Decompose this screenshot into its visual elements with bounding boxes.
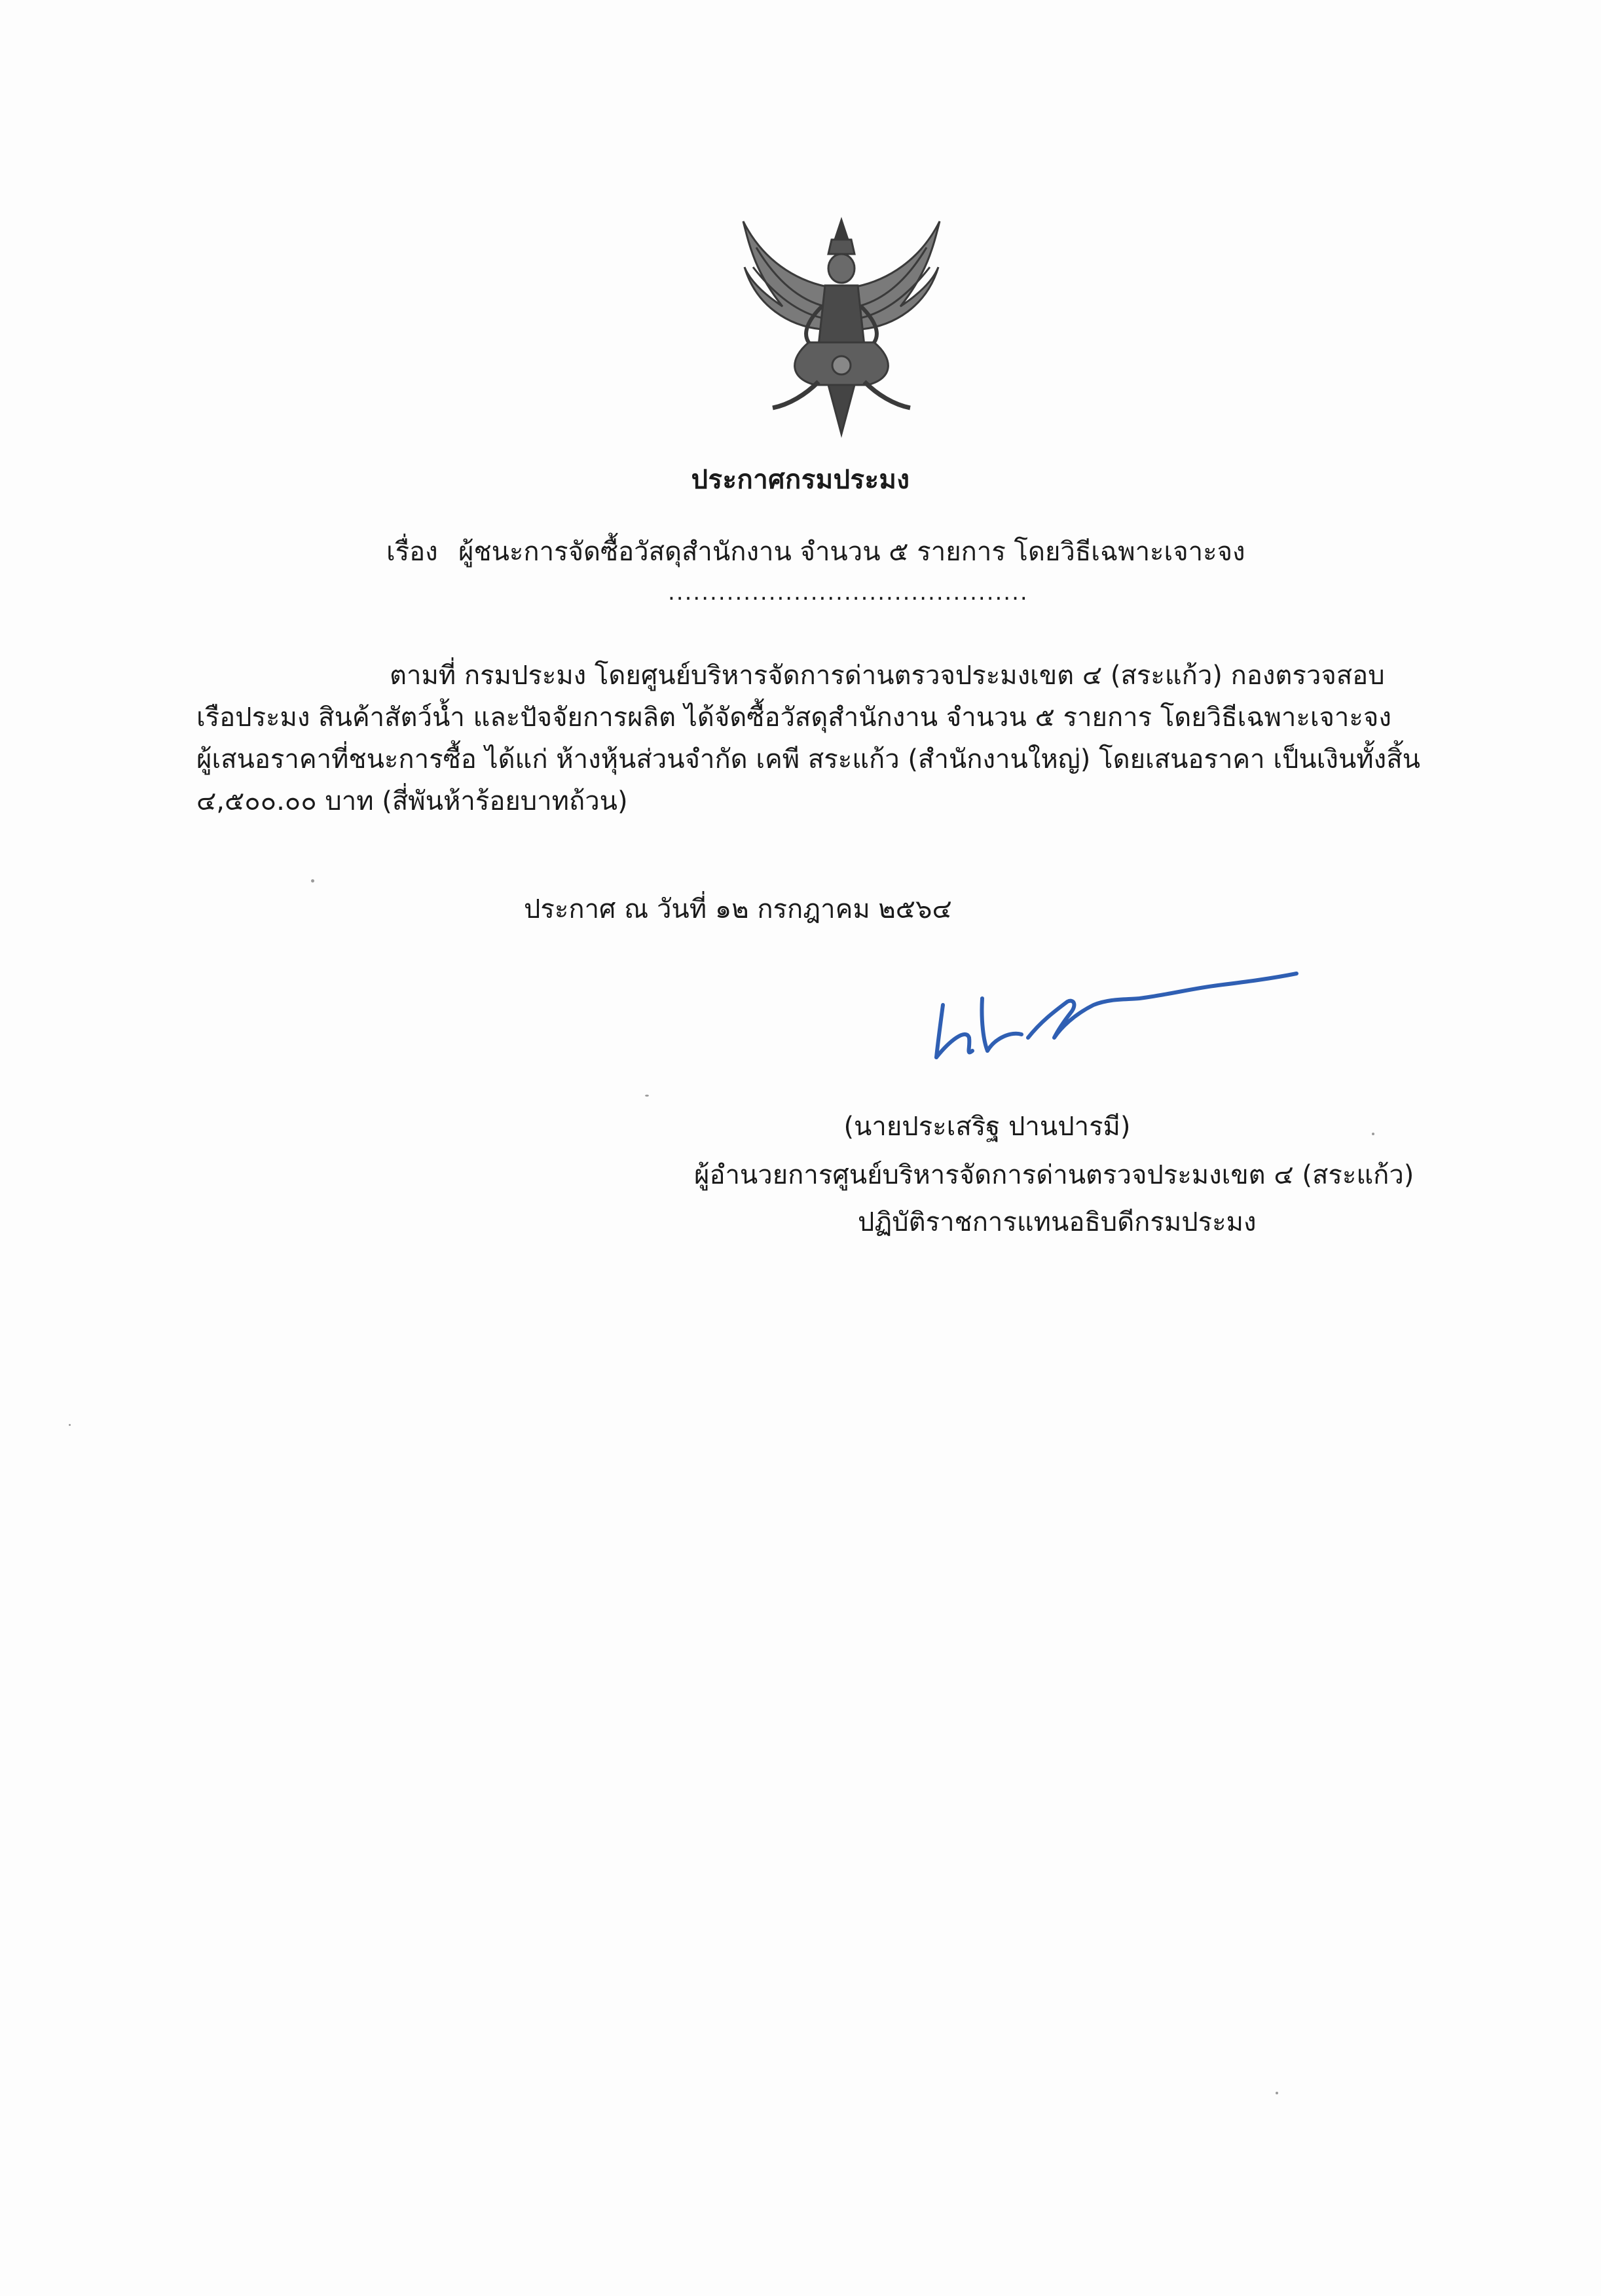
body-line: ๔,๕๐๐.๐๐ บาท (สี่พันห้าร้อยบาทถ้วน) — [196, 786, 628, 816]
subject-text: ผู้ชนะการจัดซื้อวัสดุสำนักงาน จำนวน ๕ รายการ โดยวิธีเฉพาะเจาะจง — [458, 537, 1245, 567]
subject-label: เรื่อง — [386, 537, 438, 567]
signer-name: (นายประเสริฐ ปานปารมี) — [843, 1112, 1131, 1142]
separator: ........................................... — [668, 579, 1029, 606]
page-title: ประกาศกรมประมง — [691, 465, 910, 495]
scan-speck — [311, 879, 314, 883]
scan-speck — [69, 1424, 71, 1426]
announcement-date: ประกาศ ณ วันที่ ๑๒ กรกฎาคม ๒๕๖๔ — [524, 894, 952, 924]
body-line: ผู้เสนอราคาที่ชนะการซื้อ ได้แก่ ห้างหุ้นส่วนจำกัด เคพี สระแก้ว (สำนักงานใหญ่) โดยเสนอราคา เป็นเงินทั้งสิ้น — [196, 744, 1420, 774]
signer-title: ผู้อำนวยการศูนย์บริหารจัดการด่านตรวจประมงเขต ๔ (สระแก้ว) — [694, 1160, 1414, 1190]
body-line: ตามที่ กรมประมง โดยศูนย์บริหารจัดการด่านตรวจประมงเขต ๔ (สระแก้ว) กองตรวจสอบ — [390, 661, 1385, 691]
scan-speck — [645, 1095, 649, 1097]
body-line: เรือประมง สินค้าสัตว์น้ำ และปัจจัยการผลิต ได้จัดซื้อวัสดุสำนักงาน จำนวน ๕ รายการ โดยวิธีเฉพาะเจาะจง — [196, 702, 1391, 733]
signer-acting-on-behalf: ปฏิบัติราชการแทนอธิบดีกรมประมง — [858, 1207, 1257, 1237]
scan-speck — [1372, 1133, 1374, 1135]
body-paragraph — [196, 655, 1460, 822]
handwritten-signature — [930, 959, 1323, 1064]
subject-line — [386, 530, 1245, 572]
scan-speck — [1276, 2092, 1278, 2094]
garuda-emblem-icon — [737, 208, 946, 441]
